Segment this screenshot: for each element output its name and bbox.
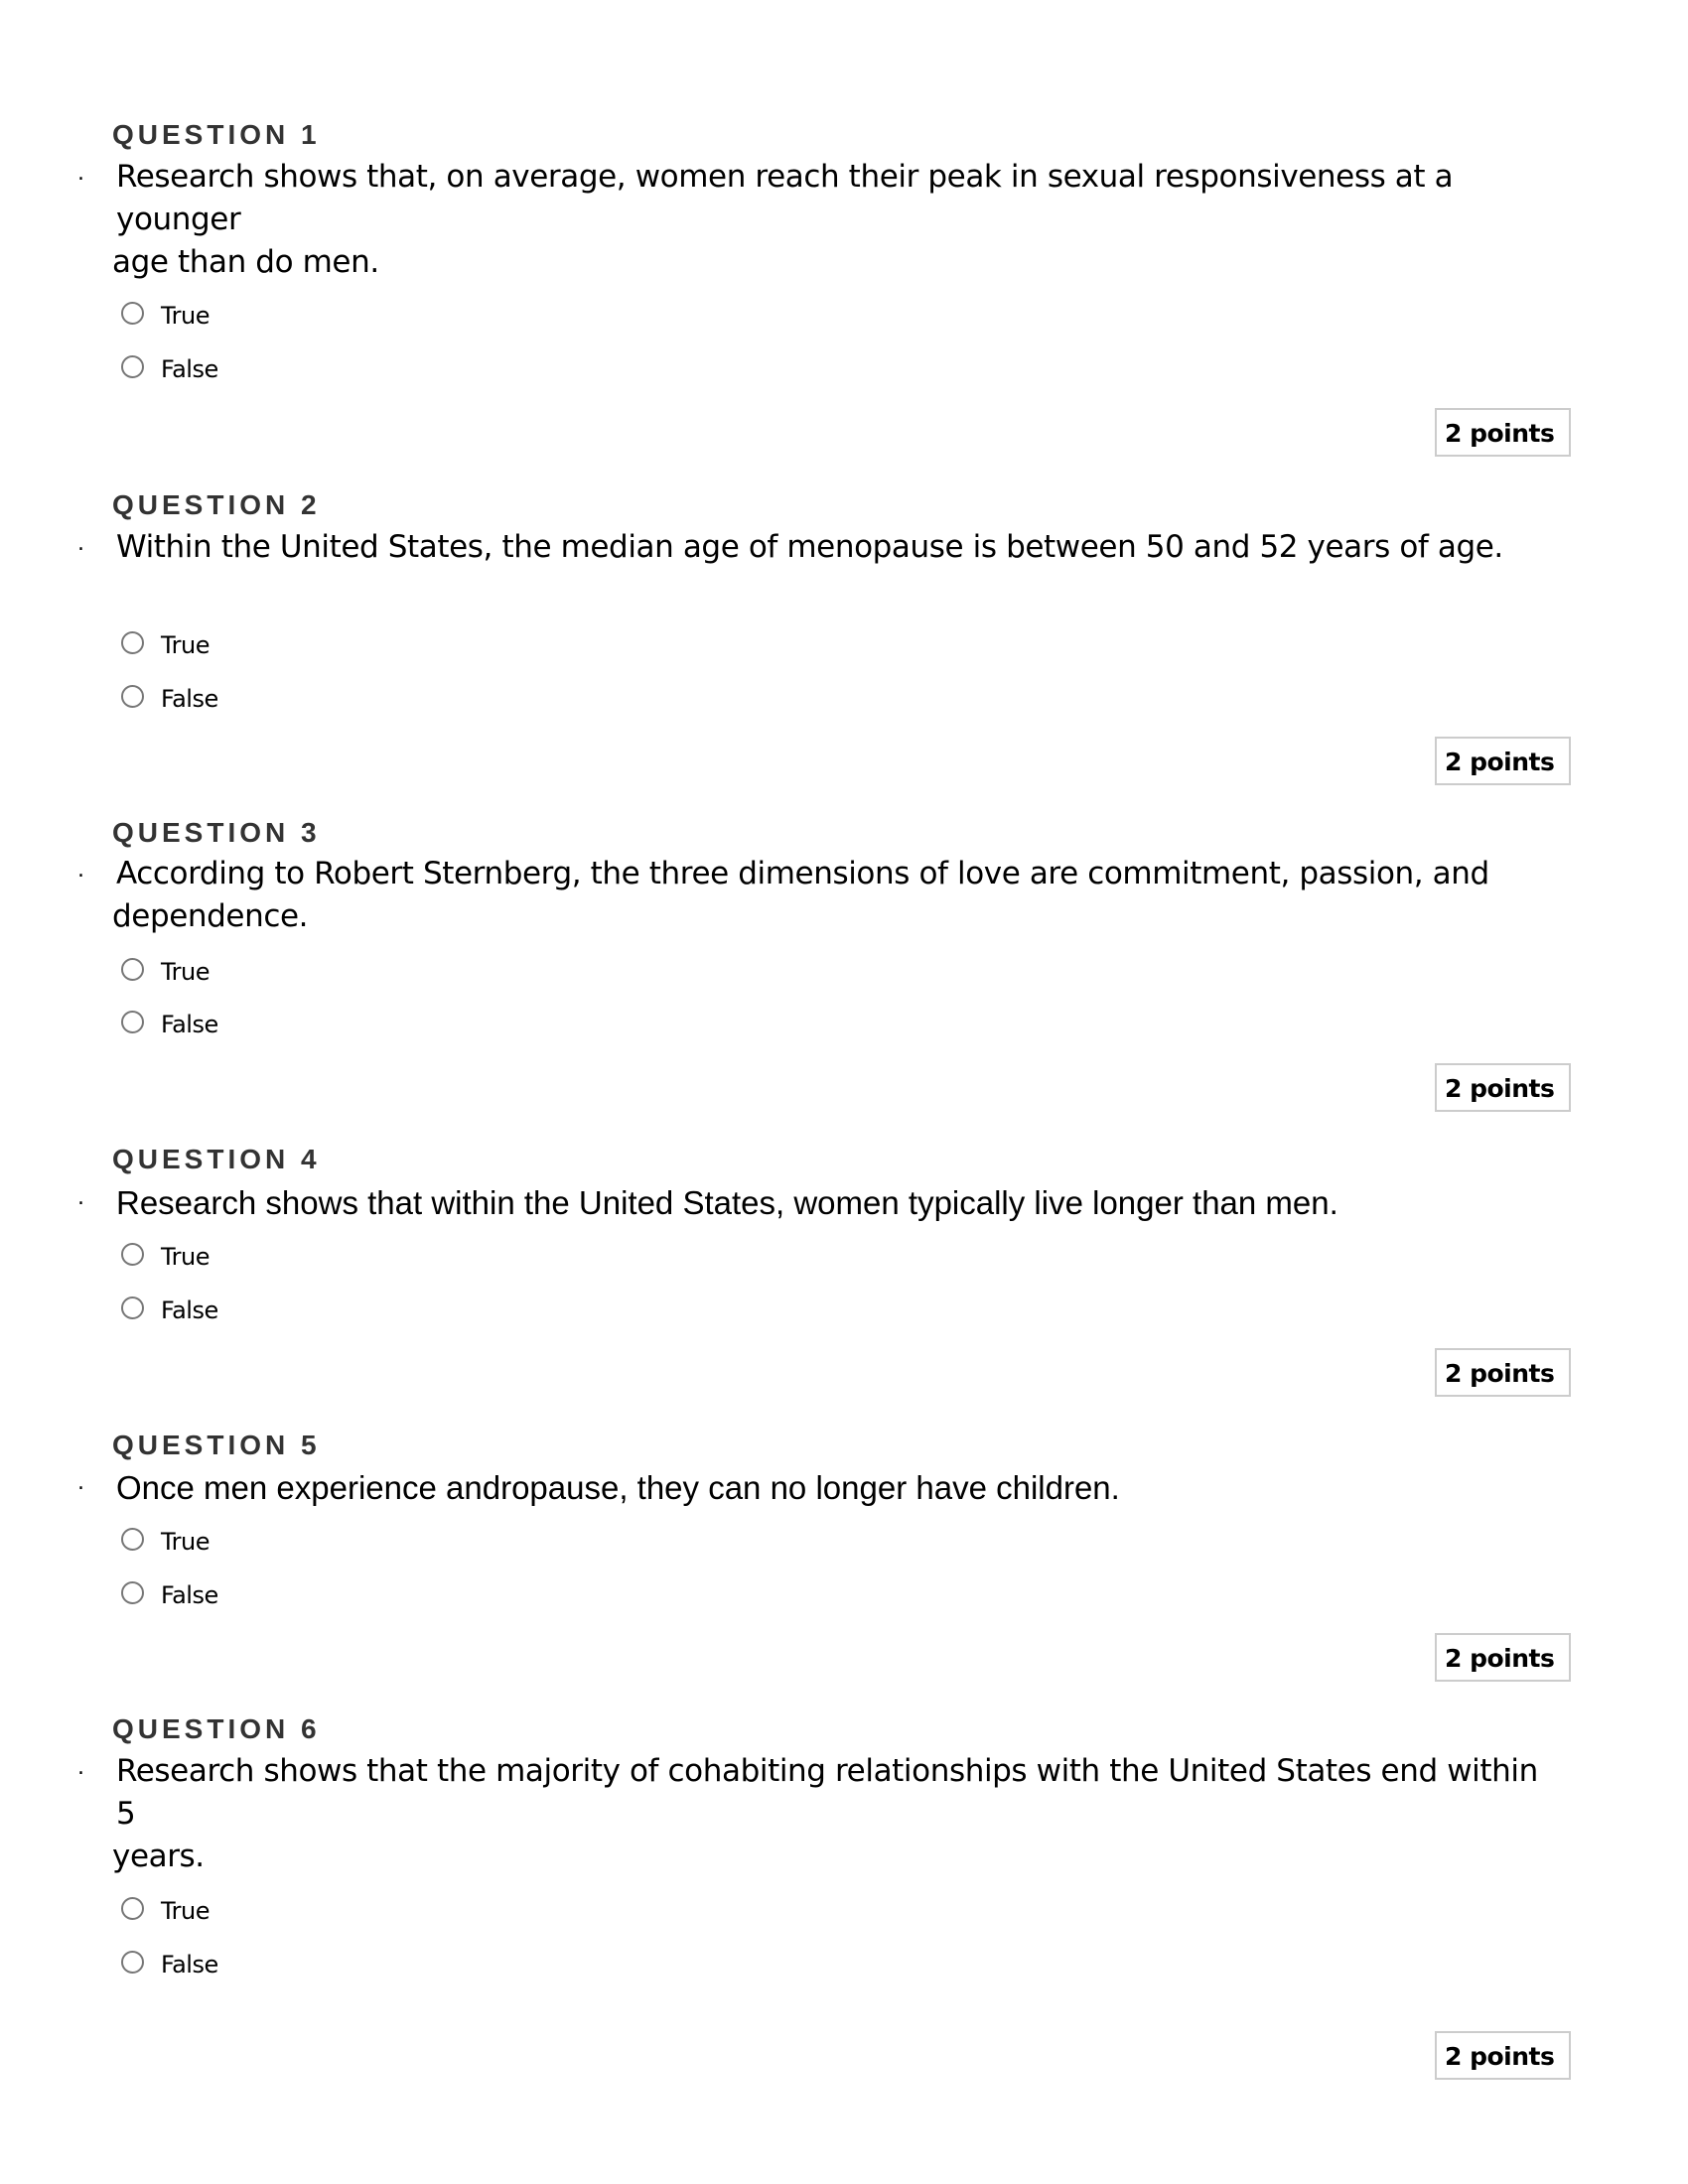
option-label: False bbox=[161, 1581, 218, 1609]
question-5-option-false[interactable] bbox=[121, 1577, 218, 1607]
option-label: True bbox=[161, 1528, 210, 1556]
question-6-marker: . bbox=[77, 1755, 84, 1780]
question-2-text-line-1: Within the United States, the median age of menopause is between 50 and 52 years of age. bbox=[116, 529, 1503, 565]
question-3-option-false[interactable] bbox=[121, 1007, 218, 1036]
radio-button-icon[interactable] bbox=[121, 1897, 144, 1920]
question-3-heading: QUESTION 3 bbox=[112, 817, 321, 848]
question-6-points-badge: 2 points bbox=[1435, 2031, 1571, 2080]
question-6-text bbox=[112, 1750, 1566, 1878]
question-3-points-badge: 2 points bbox=[1435, 1063, 1571, 1112]
radio-button-icon[interactable] bbox=[121, 1528, 144, 1551]
question-6-text-line-2: years. bbox=[112, 1839, 205, 1874]
question-1-text bbox=[112, 156, 1566, 284]
radio-button-icon[interactable] bbox=[121, 685, 144, 708]
question-5-text-line-1: Once men experience andropause, they can no longer have children. bbox=[116, 1469, 1120, 1506]
question-2-option-true[interactable] bbox=[121, 627, 210, 657]
question-2-heading: QUESTION 2 bbox=[112, 489, 321, 520]
question-4-points-badge: 2 points bbox=[1435, 1348, 1571, 1397]
question-1-text-line-1: Research shows that, on average, women reach their peak in sexual responsiveness at a younger bbox=[116, 159, 1454, 237]
question-1-text-line-2: age than do men. bbox=[112, 244, 379, 280]
question-4-option-false[interactable] bbox=[121, 1293, 218, 1322]
radio-button-icon[interactable] bbox=[121, 1581, 144, 1604]
question-1-option-false[interactable] bbox=[121, 351, 218, 381]
question-1-option-true[interactable] bbox=[121, 298, 210, 328]
option-label: True bbox=[161, 958, 210, 986]
question-5-heading: QUESTION 5 bbox=[112, 1430, 321, 1460]
option-label: False bbox=[161, 355, 218, 383]
question-3-text-line-2: dependence. bbox=[112, 898, 309, 934]
question-5-text bbox=[116, 1466, 1566, 1509]
option-label: False bbox=[161, 1011, 218, 1038]
question-2-points-badge: 2 points bbox=[1435, 737, 1571, 785]
question-4-marker: . bbox=[77, 1185, 84, 1210]
radio-button-icon[interactable] bbox=[121, 958, 144, 981]
question-1-points-badge: 2 points bbox=[1435, 408, 1571, 457]
radio-button-icon[interactable] bbox=[121, 1011, 144, 1033]
question-4-heading: QUESTION 4 bbox=[112, 1144, 321, 1174]
question-2-marker: . bbox=[77, 531, 84, 556]
question-3-text-line-1: According to Robert Sternberg, the three dimensions of love are commitment, passion, and bbox=[116, 856, 1489, 891]
question-5-points-badge: 2 points bbox=[1435, 1633, 1571, 1682]
radio-button-icon[interactable] bbox=[121, 1243, 144, 1266]
question-5-option-true[interactable] bbox=[121, 1524, 210, 1554]
option-label: True bbox=[161, 1897, 210, 1925]
radio-button-icon[interactable] bbox=[121, 302, 144, 325]
option-label: False bbox=[161, 1297, 218, 1324]
question-5-marker: . bbox=[77, 1470, 84, 1495]
question-3-option-true[interactable] bbox=[121, 954, 210, 984]
question-3-marker: . bbox=[77, 858, 84, 883]
question-1-heading: QUESTION 1 bbox=[112, 119, 321, 150]
option-label: False bbox=[161, 685, 218, 713]
question-6-option-true[interactable] bbox=[121, 1893, 210, 1923]
question-3-text bbox=[112, 853, 1566, 938]
question-2-option-false[interactable] bbox=[121, 681, 218, 711]
radio-button-icon[interactable] bbox=[121, 1297, 144, 1319]
option-label: False bbox=[161, 1951, 218, 1979]
question-6-text-line-1: Research shows that the majority of cohabiting relationships with the United States end within 5 bbox=[116, 1753, 1538, 1832]
radio-button-icon[interactable] bbox=[121, 631, 144, 654]
question-6-heading: QUESTION 6 bbox=[112, 1713, 321, 1744]
option-label: True bbox=[161, 302, 210, 330]
question-4-text-line-1: Research shows that within the United States, women typically live longer than men. bbox=[116, 1184, 1338, 1221]
question-2-text bbox=[116, 526, 1566, 569]
question-4-text bbox=[116, 1181, 1566, 1224]
question-6-option-false[interactable] bbox=[121, 1947, 218, 1977]
option-label: True bbox=[161, 1243, 210, 1271]
radio-button-icon[interactable] bbox=[121, 1951, 144, 1974]
option-label: True bbox=[161, 631, 210, 659]
question-4-option-true[interactable] bbox=[121, 1239, 210, 1269]
question-1-marker: . bbox=[77, 161, 84, 186]
radio-button-icon[interactable] bbox=[121, 355, 144, 378]
